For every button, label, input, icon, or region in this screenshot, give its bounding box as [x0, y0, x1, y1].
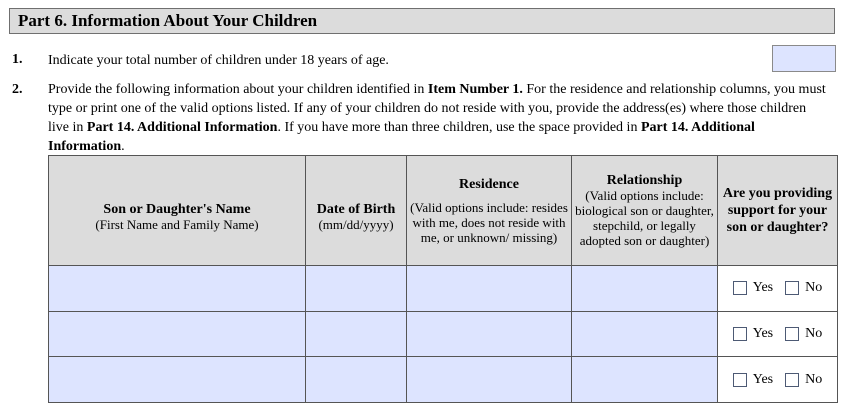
child-3-support-no-checkbox[interactable] [785, 373, 799, 387]
header-relationship-sub: (Valid options include: biological son or daughter, stepchild, or legally adopted son or daughter) [575, 188, 714, 248]
header-residence-sub: (Valid options include: resides with me, does not reside with me, or unknown/ missing) [410, 199, 568, 245]
header-support: Are you providing support for your son or daughter? [718, 156, 838, 266]
child-3-relationship-input[interactable] [572, 357, 718, 403]
child-1-residence-input[interactable] [407, 266, 572, 312]
child-1-support-options [718, 266, 838, 312]
item-2-text-b: For the residence and relationship columns, you must type or print one of the valid options listed. If any of your children do not reside with you, provide the address(es) where those children live in [48, 82, 826, 135]
header-name [49, 156, 306, 266]
header-dob [306, 156, 407, 266]
item-2-text-c: . If you have more than three children, use the space provided in [277, 120, 641, 135]
table-row [49, 266, 838, 312]
child-3-support-options [718, 357, 838, 403]
item-2-ref-part14-a: Part 14. Additional Information [86, 120, 278, 135]
child-1-relationship-input[interactable] [572, 266, 718, 312]
header-relationship-title: Relationship [606, 173, 683, 188]
header-residence-title: Residence [459, 176, 519, 192]
item-2-text [48, 80, 828, 156]
item-2-text-a: Provide the following information about your children identified in [48, 82, 428, 97]
children-table [48, 155, 838, 403]
header-name-sub: (First Name and Family Name) [95, 216, 259, 232]
yes-label: Yes [752, 371, 774, 387]
header-dob-sub: (mm/dd/yyyy) [318, 216, 394, 232]
table-row [49, 311, 838, 357]
child-1-name-input[interactable] [49, 266, 306, 312]
child-2-residence-input[interactable] [407, 311, 572, 357]
child-1-support-no-checkbox[interactable] [785, 281, 799, 295]
item-2-ref-part14-b: Part 14. Additional Information [48, 120, 755, 154]
child-2-support-no-checkbox[interactable] [785, 327, 799, 341]
child-2-support-options [718, 311, 838, 357]
child-2-dob-input[interactable] [306, 311, 407, 357]
no-label: No [805, 325, 823, 341]
no-label: No [805, 280, 823, 296]
item-2-ref-item1: Item Number 1. [427, 82, 523, 97]
child-3-support-yes-checkbox[interactable] [733, 373, 747, 387]
child-2-support-yes-checkbox[interactable] [733, 327, 747, 341]
yes-label: Yes [752, 280, 774, 296]
child-1-dob-input[interactable] [306, 266, 407, 312]
item-2-text-d: . [121, 139, 125, 154]
no-label: No [805, 371, 823, 387]
header-residence [407, 156, 572, 266]
header-relationship [572, 156, 718, 266]
yes-label: Yes [752, 325, 774, 341]
item-1-text: Indicate your total number of children under 18 years of age. [48, 53, 389, 68]
table-row [49, 357, 838, 403]
child-3-residence-input[interactable] [407, 357, 572, 403]
item-1-number: 1. [12, 52, 23, 67]
child-3-dob-input[interactable] [306, 357, 407, 403]
child-2-relationship-input[interactable] [572, 311, 718, 357]
header-name-title: Son or Daughter's Name [103, 201, 251, 217]
child-2-name-input[interactable] [49, 311, 306, 357]
child-3-name-input[interactable] [49, 357, 306, 403]
total-children-input[interactable] [772, 45, 836, 72]
part-6-title: Part 6. Information About Your Children [18, 11, 318, 30]
header-dob-title: Date of Birth [316, 201, 396, 217]
item-2-number: 2. [12, 82, 23, 97]
child-1-support-yes-checkbox[interactable] [733, 281, 747, 295]
part-6-header [9, 8, 835, 34]
